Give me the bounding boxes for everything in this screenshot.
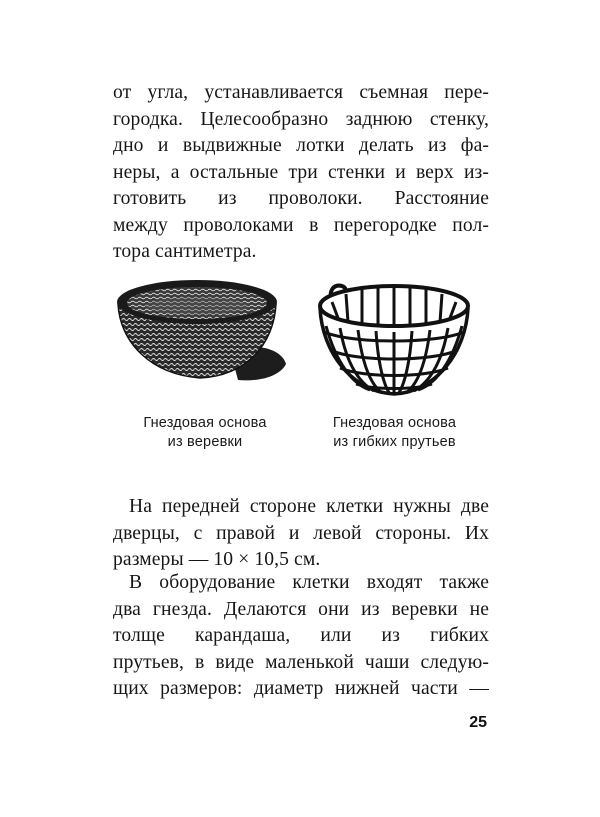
text-line: дно и выдвижные лотки делать из фа- [113,135,489,156]
rope-nest-basket-image [110,272,300,392]
paragraph-2 [113,494,489,574]
caption-wicker-nest [312,414,477,452]
text-line: готовить из проволоки. Расстояние [113,188,489,209]
text-line: неры, а остальные три стенки и верх из- [113,161,489,183]
text-line: В оборудование клетки входят также [129,572,489,593]
figure-rope-nest [110,272,300,392]
text-line: щих размеров: диаметр нижней части — [113,678,489,699]
text-line: от угла, устанавливается съемная пере- [113,82,489,103]
text-line: тора сантиметра. [113,241,257,262]
caption-line: из гибких прутьев [333,434,456,450]
text-line: между проволоками в перегородке пол- [113,214,489,236]
paragraph-3 [113,570,489,703]
page-number: 25 [469,714,487,731]
text-line: дверцы, с правой и левой стороны. Их [113,522,489,544]
figure-wicker-nest [312,272,477,402]
text-line: два гнезда. Делаются они из веревки не [113,598,489,620]
text-line: прутьев, в виде маленькой чаши следую- [113,651,489,673]
text-line: размеры — 10 × 10,5 см. [113,549,321,570]
text-line: городка. Целесообразно заднюю стенку, [113,108,489,130]
caption-line: Гнездовая основа [143,415,267,431]
text-line: На передней стороне клетки нужны две [129,496,489,517]
paragraph-1 [113,80,489,266]
caption-line: Гнездовая основа [332,415,457,431]
caption-rope-nest [110,414,300,452]
caption-line: из веревки [167,434,243,450]
wicker-nest-basket-image [312,272,477,402]
text-line: толще карандаша, или из гибких [113,625,489,646]
